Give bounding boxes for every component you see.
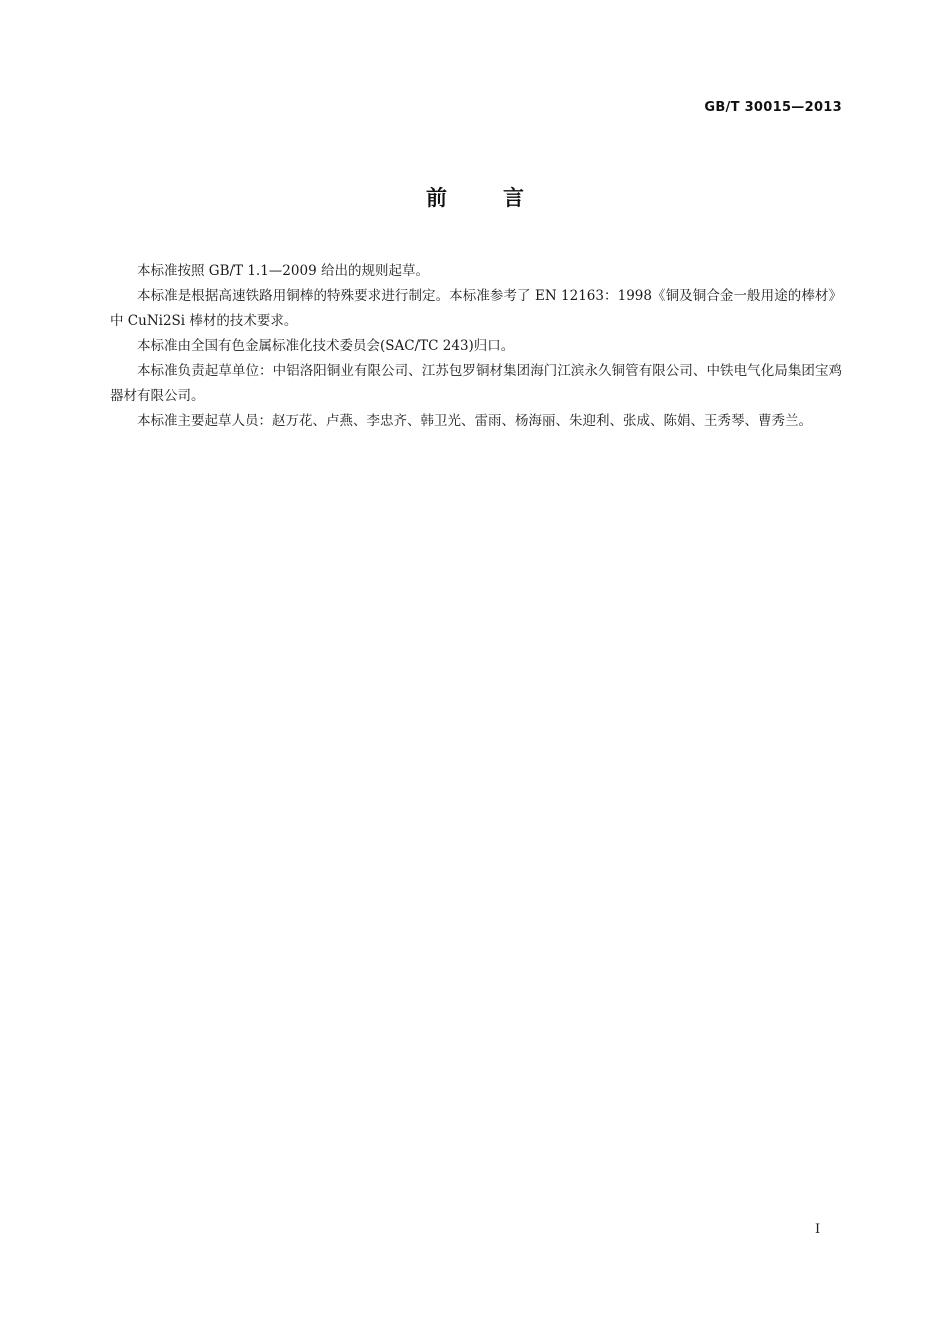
paragraph-reference: 本标准是根据高速铁路用铜棒的特殊要求进行制定。本标准参考了 EN 12163：1998《铜及铜合金一般用途的棒材》中 CuNi2Si 棒材的技术要求。 [110, 288, 842, 329]
paragraph-drafting-units: 本标准负责起草单位：中铝洛阳铜业有限公司、江苏包罗铜材集团海门江滨永久铜管有限公司、中铁电气化局集团宝鸡器材有限公司。 [110, 363, 842, 404]
page-number: I [815, 1222, 821, 1237]
paragraph-drafting-rules: 本标准按照 GB/T 1.1—2009 给出的规则起草。 [137, 263, 429, 279]
paragraph-committee: 本标准由全国有色金属标准化技术委员会(SAC/TC 243)归口。 [137, 338, 515, 354]
standard-number: GB/T 30015—2013 [704, 100, 842, 115]
paragraph-drafters: 本标准主要起草人员：赵万花、卢燕、李忠齐、韩卫光、雷雨、杨海丽、朱迎利、张成、陈娟、王秀琴、曹秀兰。 [137, 413, 812, 429]
foreword-body [110, 259, 842, 434]
page-title: 前言 [426, 186, 580, 210]
